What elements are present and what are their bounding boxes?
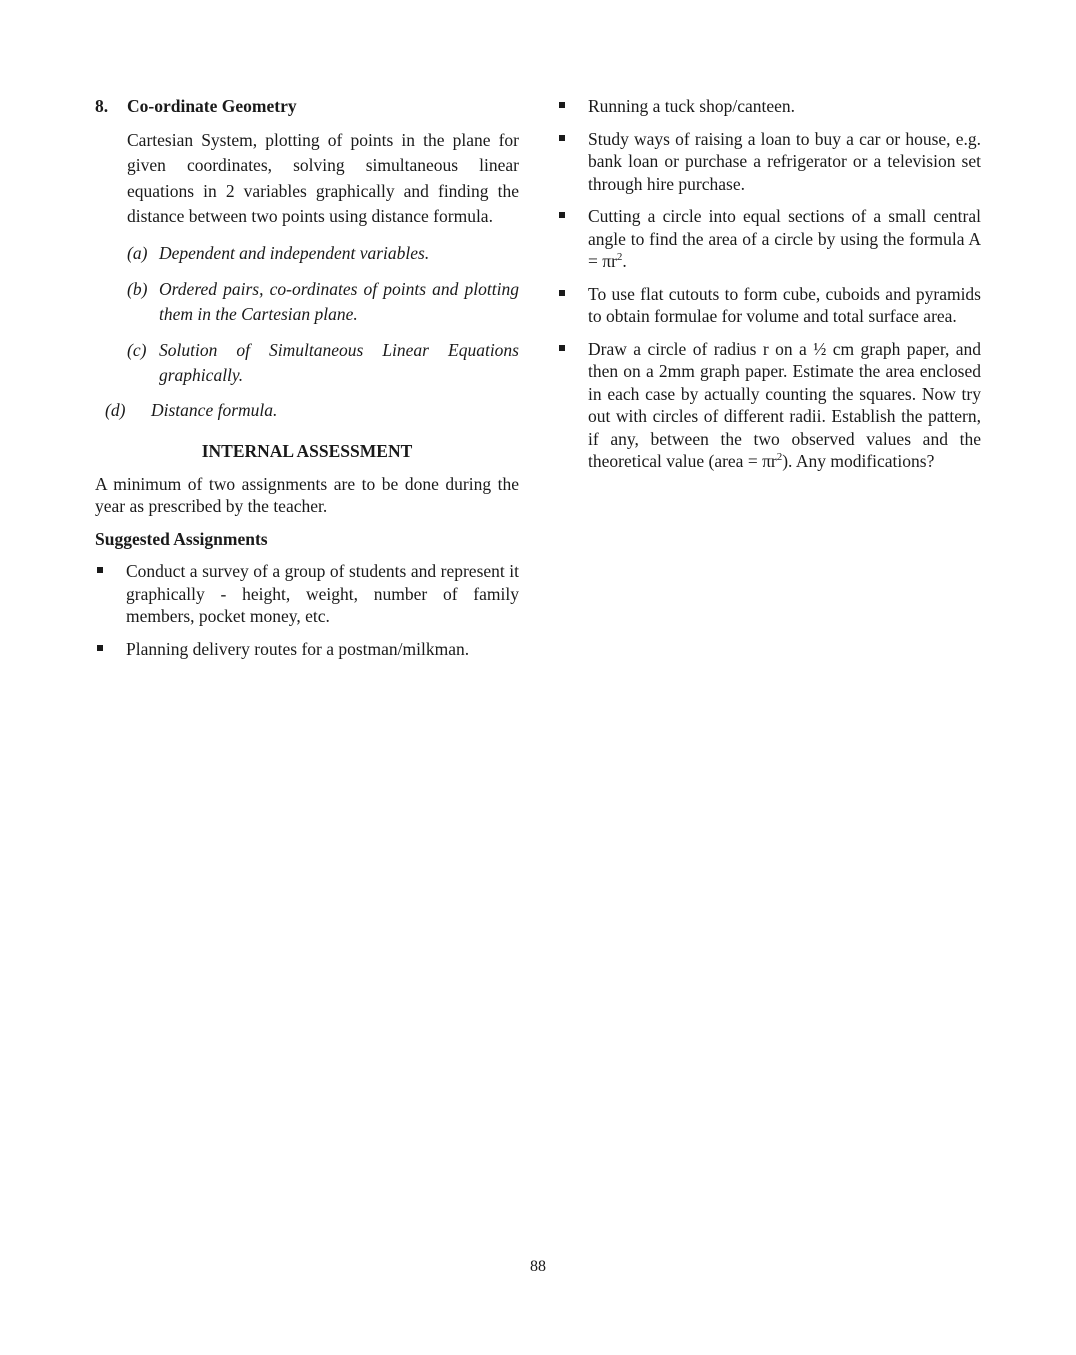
subtopic-label: (a) (127, 242, 148, 263)
section-number: 8. (95, 96, 109, 116)
section-description: Cartesian System, plotting of points in the plane for given coordinates, solving simultaneous linear equations in 2 variables graphically and finding the distance between two points using distance formula. (127, 129, 519, 226)
subtopic-text: Dependent and independent variables. (159, 242, 430, 263)
subtopic-item (127, 241, 519, 266)
bullet-square-icon (95, 638, 126, 661)
assignment-text: To use flat cutouts to form cube, cuboids and pyramids to obtain formulae for volume and total surface area. (588, 283, 981, 326)
bullet-square-icon (557, 283, 588, 328)
graph-paper-end: ). Any modifications? (782, 451, 935, 471)
bullet-square-icon (557, 338, 588, 473)
bullet-square-icon (557, 205, 588, 273)
subtopic-list (127, 241, 519, 388)
assignment-text: Conduct a survey of a group of students and represent it graphically - height, weight, number of family members, pocket money, etc. (126, 561, 519, 626)
assignment-text: Planning delivery routes for a postman/milkman. (126, 638, 470, 659)
formula-text: Cutting a circle into equal sections of a small central angle to find the area of a circle by using the formula A = πr (588, 206, 981, 271)
suggested-assignments-heading: Suggested Assignments (95, 528, 268, 549)
left-column (95, 95, 519, 660)
assignment-item (557, 338, 981, 473)
bullet-square-icon (557, 95, 588, 118)
exponent: 2 (616, 251, 623, 264)
subtopic-label: (b) (127, 278, 148, 299)
internal-assessment-intro: A minimum of two assignments are to be done during the year as prescribed by the teacher. (95, 473, 519, 516)
right-column (557, 95, 981, 473)
section-heading (95, 95, 519, 118)
assignment-item (557, 205, 981, 273)
assignment-item (557, 95, 981, 118)
exponent: 2 (776, 451, 783, 464)
subtopic-text: Ordered pairs, co-ordinates of points and plotting them in the Cartesian plane. (159, 278, 519, 324)
subtopic-text: Solution of Simultaneous Linear Equations graphically. (159, 339, 519, 385)
bullet-square-icon (95, 560, 126, 628)
internal-assessment-heading: INTERNAL ASSESSMENT (201, 441, 413, 461)
subtopic-item (127, 277, 519, 327)
bullet-square-icon (557, 128, 588, 196)
assignment-item (95, 638, 519, 661)
subtopic-text: Distance formula. (151, 399, 278, 420)
assignment-text: Running a tuck shop/canteen. (588, 96, 796, 116)
page-number: 88 (530, 1258, 546, 1275)
assignment-text (588, 338, 981, 473)
subtopic-label: (c) (127, 339, 147, 360)
assignment-text (588, 205, 981, 273)
formula-end: . (622, 251, 627, 271)
subtopic-item (105, 399, 519, 422)
assignment-text: Study ways of raising a loan to buy a car or house, e.g. bank loan or purchase a refrigerator or a television set through hire purchase. (588, 128, 981, 194)
assignment-item (557, 128, 981, 196)
subtopic-label: (d) (105, 399, 126, 420)
assignment-item (95, 560, 519, 628)
section-title: Co-ordinate Geometry (127, 96, 297, 116)
assignment-item (557, 283, 981, 328)
subtopic-item (127, 338, 519, 388)
graph-paper-text: Draw a circle of radius r on a ½ cm graph paper, and then on a 2mm graph paper. Estimate the area enclosed in each case by actually counting the squares. Now try out with circles of different radii. Establish the pattern, if any, between the two observed values and the theoretical value (area = πr (588, 338, 981, 471)
